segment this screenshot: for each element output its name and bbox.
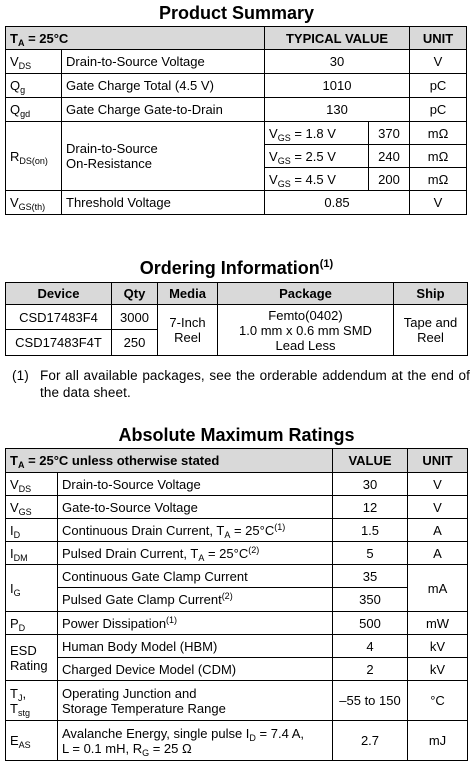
description-cell: Gate-to-Source Voltage <box>58 496 333 519</box>
description-cell: Human Body Model (HBM) <box>58 635 333 658</box>
description-cell: Threshold Voltage <box>62 191 265 215</box>
symbol-cell: $I_D$ <box>6 519 58 542</box>
table-row <box>6 681 468 721</box>
symbol-cell: $E_{AS}$ <box>6 721 58 761</box>
table-row <box>6 658 468 681</box>
unit-cell: kV <box>408 635 468 658</box>
ordering-information-title: Ordering Information$^{(1)}$ <box>139 258 334 278</box>
unit-cell: V <box>410 50 467 74</box>
table-row <box>6 588 468 612</box>
condition-cell: $V_{GS} = 2.5$ V <box>265 145 369 168</box>
description-cell: Drain-to-Source Voltage <box>62 50 265 74</box>
unit-cell: V <box>408 473 468 496</box>
symbol-cell: ESD Rating <box>6 635 58 681</box>
unit-header: UNIT <box>408 449 468 473</box>
value-cell: 1.5 <box>333 519 408 542</box>
unit-cell: kV <box>408 658 468 681</box>
unit-cell: A <box>408 542 468 565</box>
unit-cell: mW <box>408 612 468 635</box>
unit-cell: mA <box>408 565 468 612</box>
unit-cell: A <box>408 519 468 542</box>
value-cell: 240 <box>369 145 410 168</box>
value-cell: 200 <box>369 168 410 191</box>
product-summary-table <box>5 26 467 215</box>
ship-cell: Tape and Reel <box>394 305 468 356</box>
value-cell: 35 <box>333 565 408 588</box>
description-cell: Drain-to-Source Voltage <box>58 473 333 496</box>
symbol-cell: $Q_{gd}$ <box>6 98 62 122</box>
footnote-text: For all available packages, see the orderable addendum at the end of the data sheet. <box>40 368 470 400</box>
description-cell: Pulsed Drain Current, $T_A = 25^\circ C^{(2)}$ <box>58 542 333 565</box>
conditions-header: $T_A = 25^\circ C$ <box>6 27 265 50</box>
unit-cell: mJ <box>408 721 468 761</box>
symbol-cell: $V_{GS}$ <box>6 496 58 519</box>
package-cell: Femto(0402) 1.0 mm x 0.6 mm SMD Lead Less <box>218 305 394 356</box>
description-cell: Power Dissipation$^{(1)}$ <box>58 612 333 635</box>
table-row <box>6 496 468 519</box>
value-cell: –55 to 150 <box>333 681 408 721</box>
table-row <box>6 122 467 145</box>
symbol-cell: $R_{DS(on)}$ <box>6 122 62 191</box>
description-cell: Continuous Drain Current, $T_A = 25^\circ C^{(1)}$ <box>58 519 333 542</box>
value-cell: 12 <box>333 496 408 519</box>
table-row <box>6 565 468 588</box>
value-header: VALUE <box>333 449 408 473</box>
unit-cell: mΩ <box>410 168 467 191</box>
unit-cell: mΩ <box>410 145 467 168</box>
product-summary-title: Product Summary <box>158 3 315 23</box>
condition-cell: $V_{GS} = 4.5$ V <box>265 168 369 191</box>
value-cell: 5 <box>333 542 408 565</box>
title-footnote-ref: (1) <box>319 258 334 270</box>
symbol-cell: $I_G$ <box>6 565 58 612</box>
value-cell: 350 <box>333 588 408 612</box>
footnote <box>12 367 470 400</box>
condition-cell: $V_{GS} = 1.8$ V <box>265 122 369 145</box>
value-cell: 2 <box>333 658 408 681</box>
symbol-cell: $V_{GS(th)}$ <box>6 191 62 215</box>
footnote-number: (1) <box>12 368 29 383</box>
symbol-cell: $V_{DS}$ <box>6 50 62 74</box>
table-row <box>6 721 468 761</box>
table-header-row <box>6 27 467 50</box>
value-cell: 2.7 <box>333 721 408 761</box>
symbol-cell: $Q_g$ <box>6 74 62 98</box>
symbol-cell: $P_D$ <box>6 612 58 635</box>
value-cell: 500 <box>333 612 408 635</box>
value-cell: 30 <box>333 473 408 496</box>
ordering-table <box>5 282 468 356</box>
unit-cell: V <box>410 191 467 215</box>
package-header: Package <box>218 283 394 305</box>
table-header-row <box>6 283 468 305</box>
value-cell: 370 <box>369 122 410 145</box>
qty-cell: 3000 <box>112 305 158 330</box>
value-cell: 4 <box>333 635 408 658</box>
typical-value-header: TYPICAL VALUE <box>265 27 410 50</box>
unit-cell: mΩ <box>410 122 467 145</box>
table-row <box>6 519 468 542</box>
media-header: Media <box>158 283 218 305</box>
table-row <box>6 542 468 565</box>
unit-header: UNIT <box>410 27 467 50</box>
value-cell: 1010 <box>265 74 410 98</box>
unit-cell: V <box>408 496 468 519</box>
table-row <box>6 473 468 496</box>
device-header: Device <box>6 283 112 305</box>
device-cell: CSD17483F4T <box>6 330 112 356</box>
table-row <box>6 50 467 74</box>
unit-cell: °C <box>408 681 468 721</box>
description-cell: Avalanche Energy, single pulse $I_D = 7.4$ A, L = 0.1 mH, $R_G = 25$ Ω <box>58 721 333 761</box>
symbol-cell: $I_{DM}$ <box>6 542 58 565</box>
value-cell: 30 <box>265 50 410 74</box>
table-row <box>6 74 467 98</box>
description-cell: Operating Junction and Storage Temperature Range <box>58 681 333 721</box>
absolute-maximum-ratings-title: Absolute Maximum Ratings <box>118 425 355 445</box>
value-cell: 0.85 <box>265 191 410 215</box>
description-cell: Pulsed Gate Clamp Current$^{(2)}$ <box>58 588 333 612</box>
table-row <box>6 191 467 215</box>
symbol-cell: $T_J$, $T_{stg}$ <box>6 681 58 721</box>
description-cell: Charged Device Model (CDM) <box>58 658 333 681</box>
table-header-row <box>6 449 468 473</box>
table-row <box>6 305 468 330</box>
media-cell: 7-Inch Reel <box>158 305 218 356</box>
unit-cell: pC <box>410 74 467 98</box>
unit-cell: pC <box>410 98 467 122</box>
absolute-maximum-ratings-table <box>5 448 468 761</box>
table-row <box>6 612 468 635</box>
qty-cell: 250 <box>112 330 158 356</box>
symbol-cell: $V_{DS}$ <box>6 473 58 496</box>
description-cell: Gate Charge Gate-to-Drain <box>62 98 265 122</box>
description-cell: Gate Charge Total (4.5 V) <box>62 74 265 98</box>
ship-header: Ship <box>394 283 468 305</box>
value-cell: 130 <box>265 98 410 122</box>
table-row <box>6 635 468 658</box>
table-row <box>6 98 467 122</box>
qty-header: Qty <box>112 283 158 305</box>
description-cell: Continuous Gate Clamp Current <box>58 565 333 588</box>
conditions-header: $T_A = 25^\circ C$ unless otherwise stated <box>6 449 333 473</box>
description-cell: Drain-to-Source On-Resistance <box>62 122 265 191</box>
device-cell: CSD17483F4 <box>6 305 112 330</box>
